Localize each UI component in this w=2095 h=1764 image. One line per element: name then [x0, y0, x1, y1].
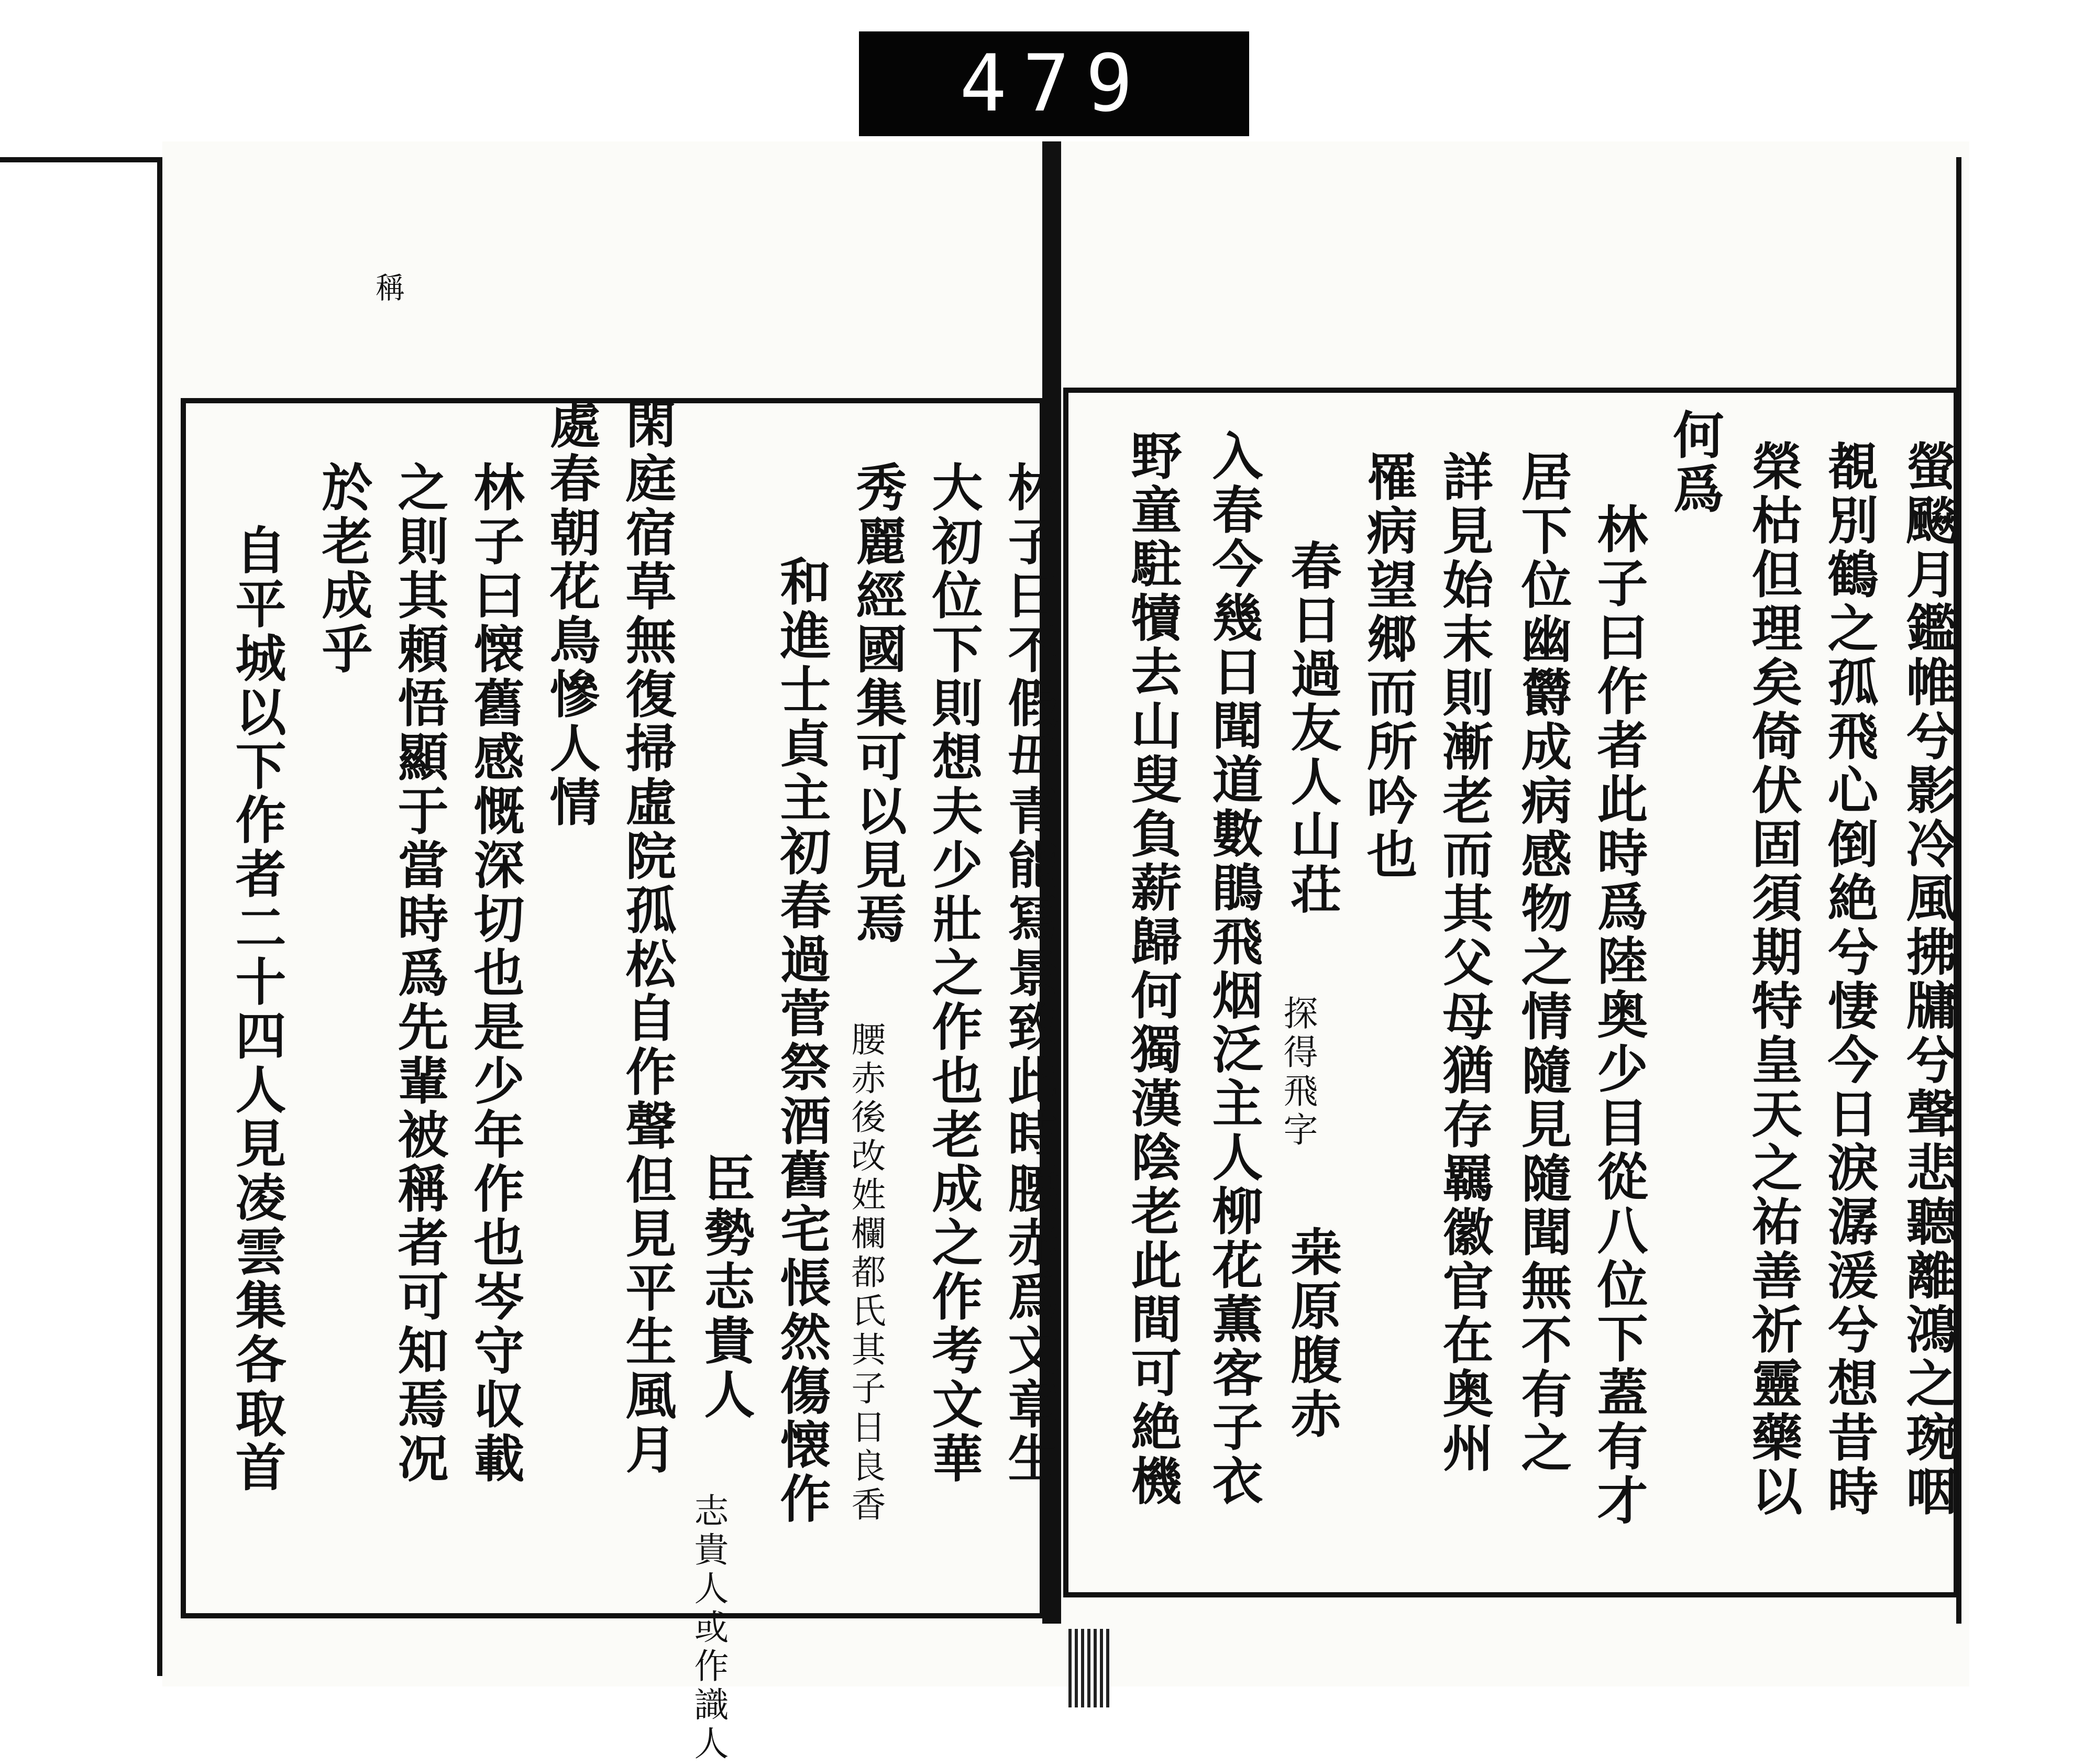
- right-page-column-10: 入春今幾日聞道數鵑飛烟泛主人柳花薫客子衣: [1204, 429, 1263, 1508]
- right-page-column-9-note: 探得飛字: [1277, 995, 1318, 1150]
- spine-binding-strip: [1068, 1629, 1110, 1707]
- left-page-column-1: 林子曰不假毌青能冩景致此時腰赤爲文章生: [999, 461, 1059, 1486]
- right-page-column-8: 罹病望郷而所吟也: [1358, 450, 1418, 882]
- left-page-column-3-note: 腰赤後改姓欄都氏其子日良香: [845, 1021, 886, 1525]
- catalog-number-label: 479: [859, 31, 1249, 136]
- top-margin-note: 稱: [371, 272, 405, 302]
- right-page-column-5: 林子曰作者此時爲陸奥少目從八位下蓋有才: [1589, 503, 1648, 1528]
- right-page-column-7: 詳見始末則漸老而其父母猶存羈徽官在奥州: [1434, 450, 1494, 1475]
- right-page-column-3: 榮枯但理矣倚伏固須期特皇天之祐善祈靈藥以: [1743, 440, 1803, 1519]
- left-page-column-11: 自平城以下作者二十四人見凌雲集各取首: [227, 524, 286, 1495]
- left-page-column-5: 臣勢志貴人: [696, 1152, 755, 1422]
- right-page-column-11: 野童駐犢去山叟負薪歸何獨漢陰老此間可絶機: [1122, 429, 1182, 1508]
- right-page-column-1: 螢飈月鑑帷兮影冷風拂牗兮聲悲聽離鴻之琬咽: [1898, 440, 1957, 1519]
- right-page-column-6: 居下位幽欝成病感物之情隨見隨聞無不有之: [1513, 450, 1572, 1475]
- left-page-edge-line: [157, 157, 162, 1676]
- left-page-outer-edge: [0, 157, 157, 162]
- right-page-column-9-title: 春日過友人山荘: [1282, 539, 1342, 917]
- left-page-column-2: 大初位下則想夫少壯之作也老成之作考文華: [923, 461, 983, 1486]
- left-page-column-9: 之則其頼悟顯于當時爲先輩被稱者可知焉况: [389, 461, 449, 1486]
- left-page-column-7: 處春朝花鳥慘人情: [541, 398, 601, 830]
- right-page-column-9-author: 桒原腹赤: [1282, 1226, 1342, 1441]
- left-page-column-6: 閑庭宿草無復掃虛院孤松自作聲但見平生風月: [617, 398, 677, 1477]
- left-page-column-4: 和進士貞主初春過菅祭酒舊宅悵然傷懐作: [771, 555, 831, 1526]
- left-page-column-10: 於老成乎: [313, 461, 373, 677]
- left-page-column-5-note: 志貴人或作識人: [688, 1493, 729, 1764]
- right-page-column-4: 何爲: [1664, 409, 1724, 516]
- left-page-column-3: 秀麗經國集可以見焉: [847, 461, 907, 946]
- right-page-column-2: 覩別鶴之孤飛心倒絶兮悽今日淚潺湲兮想昔時: [1819, 440, 1879, 1519]
- left-page-column-8: 林子曰懐舊感慨深切也是少年作也岑守収載: [465, 461, 525, 1486]
